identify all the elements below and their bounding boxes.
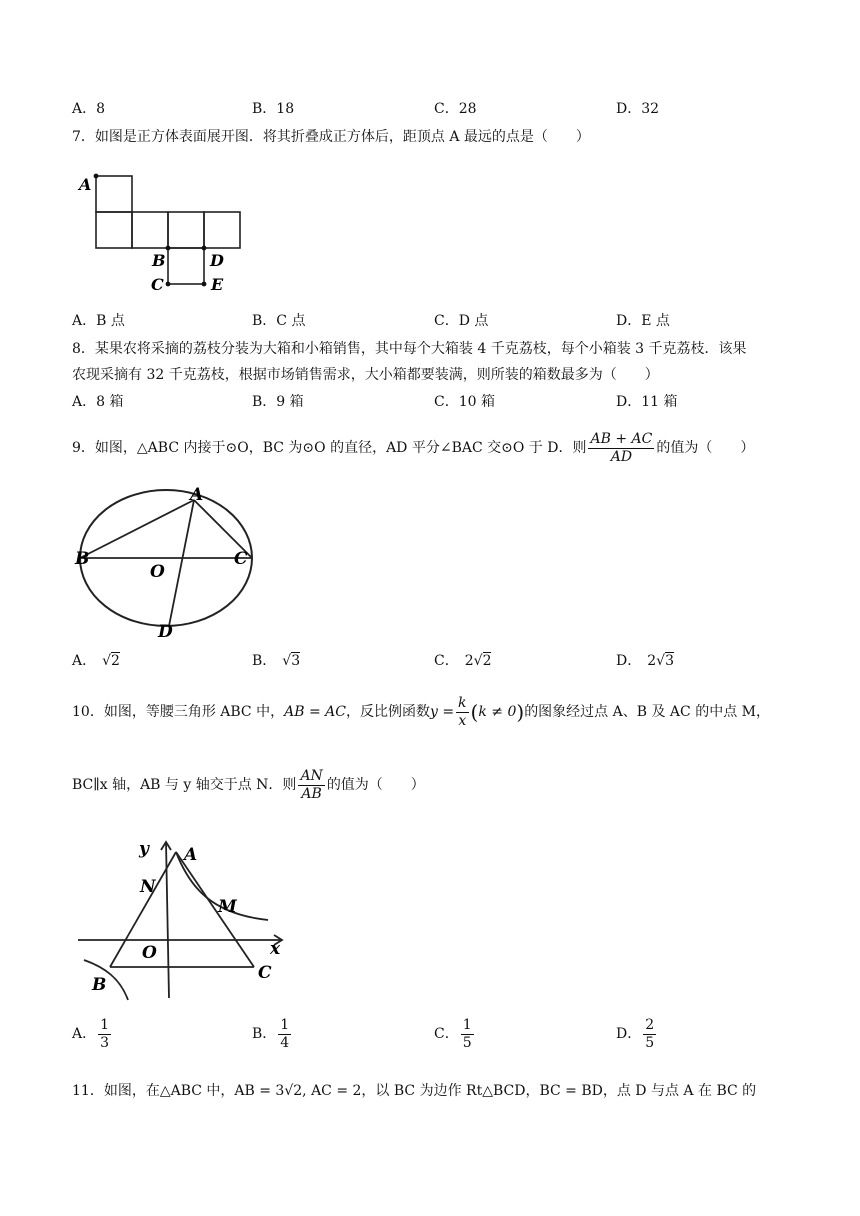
q7-label-e: E — [211, 275, 224, 294]
q10-label-m: M — [218, 897, 237, 917]
q8-option-c: C．10 箱 — [434, 394, 495, 410]
q10-label-a: A — [184, 845, 198, 865]
q8-option-a: A．8 箱 — [72, 394, 124, 410]
q7-cube-net-figure — [74, 166, 254, 296]
q10-stem-a: 10．如图，等腰三角形 ABC 中， — [72, 704, 285, 720]
q10-label-y: y — [139, 839, 149, 859]
q6-option-c: C．28 — [434, 101, 477, 117]
q9-option-c: C． 2√2 — [434, 653, 492, 669]
q10-line2-end: 的值为（ ） — [326, 777, 425, 793]
q10-ratio-fraction: $\frac{AN}{AB}$ — [300, 767, 323, 802]
q9-label-b: B — [75, 549, 90, 569]
q7-label-c: C — [151, 275, 164, 294]
q9-stem-text: 9．如图，△ABC 内接于⊙O，BC 为⊙O 的直径，AD 平分∠BAC 交⊙O 于 D．则 — [72, 440, 587, 456]
q7-option-b: B．C 点 — [252, 313, 306, 329]
q7-stem: 7．如图是正方体表面展开图．将其折叠成正方体后，距顶点 A 最远的点是（ ） — [72, 129, 590, 145]
q6-option-a: A．8 — [72, 101, 106, 117]
q9-label-c: C — [234, 549, 248, 569]
q10-func-lhs: y = — [429, 704, 455, 720]
q9-stem-end: 的值为（ ） — [656, 440, 755, 456]
q9-fraction — [588, 431, 654, 466]
q10-eq: AB = AC — [284, 704, 346, 720]
q10-label-x: x — [270, 939, 281, 959]
q8-stem-line2: 农现采摘有 32 千克荔枝，根据市场销售需求，大小箱都要装满，则所装的箱数最多为（ ） — [72, 367, 659, 383]
q8-option-b: B．9 箱 — [252, 394, 304, 410]
q10-stem-c: 的图象经过点 A、B 及 AC 的中点 M， — [524, 704, 770, 720]
q7-label-a: A — [79, 175, 92, 194]
q9-label-d: D — [158, 622, 173, 640]
q10-line2-a: BC∥x 轴，AB 与 y 轴交于点 N．则 — [72, 777, 297, 793]
q6-option-b: B．18 — [252, 101, 295, 117]
q10-stem-line1: 10．如图，等腰三角形 ABC 中，AB = AC，反比例函数y = $\frac{k}{x}$ (k ≠ 0)的图象经过点 A、B 及 AC 的中点 M， — [72, 694, 770, 729]
q9-fraction-denominator: AD — [610, 448, 633, 465]
q10-option-d: D． $\frac{2}{5}$ — [616, 1016, 655, 1051]
q10-option-b: B． $\frac{1}{4}$ — [252, 1016, 290, 1051]
q7-option-a: A．B 点 — [72, 313, 125, 329]
q6-option-d: D．32 — [616, 101, 660, 117]
q10-label-n: N — [140, 877, 156, 897]
q10-option-c: C． $\frac{1}{5}$ — [434, 1016, 472, 1051]
q10-label-c: C — [258, 963, 272, 983]
q9-circle-figure — [74, 480, 264, 640]
q10-label-o: O — [142, 943, 157, 963]
q10-func-cond: k ≠ 0 — [478, 704, 517, 720]
q9-option-d: D． 2√3 — [616, 653, 674, 669]
q9-option-a: A． √2 — [72, 653, 120, 669]
q9-label-o: O — [150, 562, 165, 582]
q10-option-a: A． $\frac{1}{3}$ — [72, 1016, 110, 1051]
q9-stem — [72, 428, 754, 468]
q7-label-d: D — [210, 251, 224, 270]
q9-option-b: B． √3 — [252, 653, 301, 669]
q8-stem-line1: 8．某果农将采摘的荔枝分装为大箱和小箱销售，其中每个大箱装 4 千克荔枝，每个小箱装 3 千克荔枝．该果 — [72, 341, 747, 357]
q10-stem-line2 — [72, 765, 425, 805]
q10-hyperbola-figure — [72, 832, 302, 1002]
q10-func-fraction: $\frac{k}{x}$ — [458, 694, 467, 729]
q7-option-d: D．E 点 — [616, 313, 670, 329]
q8-option-d: D．11 箱 — [616, 394, 678, 410]
q7-option-c: C．D 点 — [434, 313, 489, 329]
q11-stem: 11．如图，在△ABC 中，AB = 3√2, AC = 2，以 BC 为边作 Rt△BCD，BC = BD，点 D 与点 A 在 BC 的 — [72, 1083, 757, 1099]
q10-label-b: B — [92, 975, 107, 995]
q9-fraction-numerator: AB + AC — [590, 430, 653, 447]
q7-label-b: B — [152, 251, 166, 270]
q10-stem-b: ，反比例函数 — [345, 704, 430, 720]
q9-label-a: A — [190, 485, 204, 505]
